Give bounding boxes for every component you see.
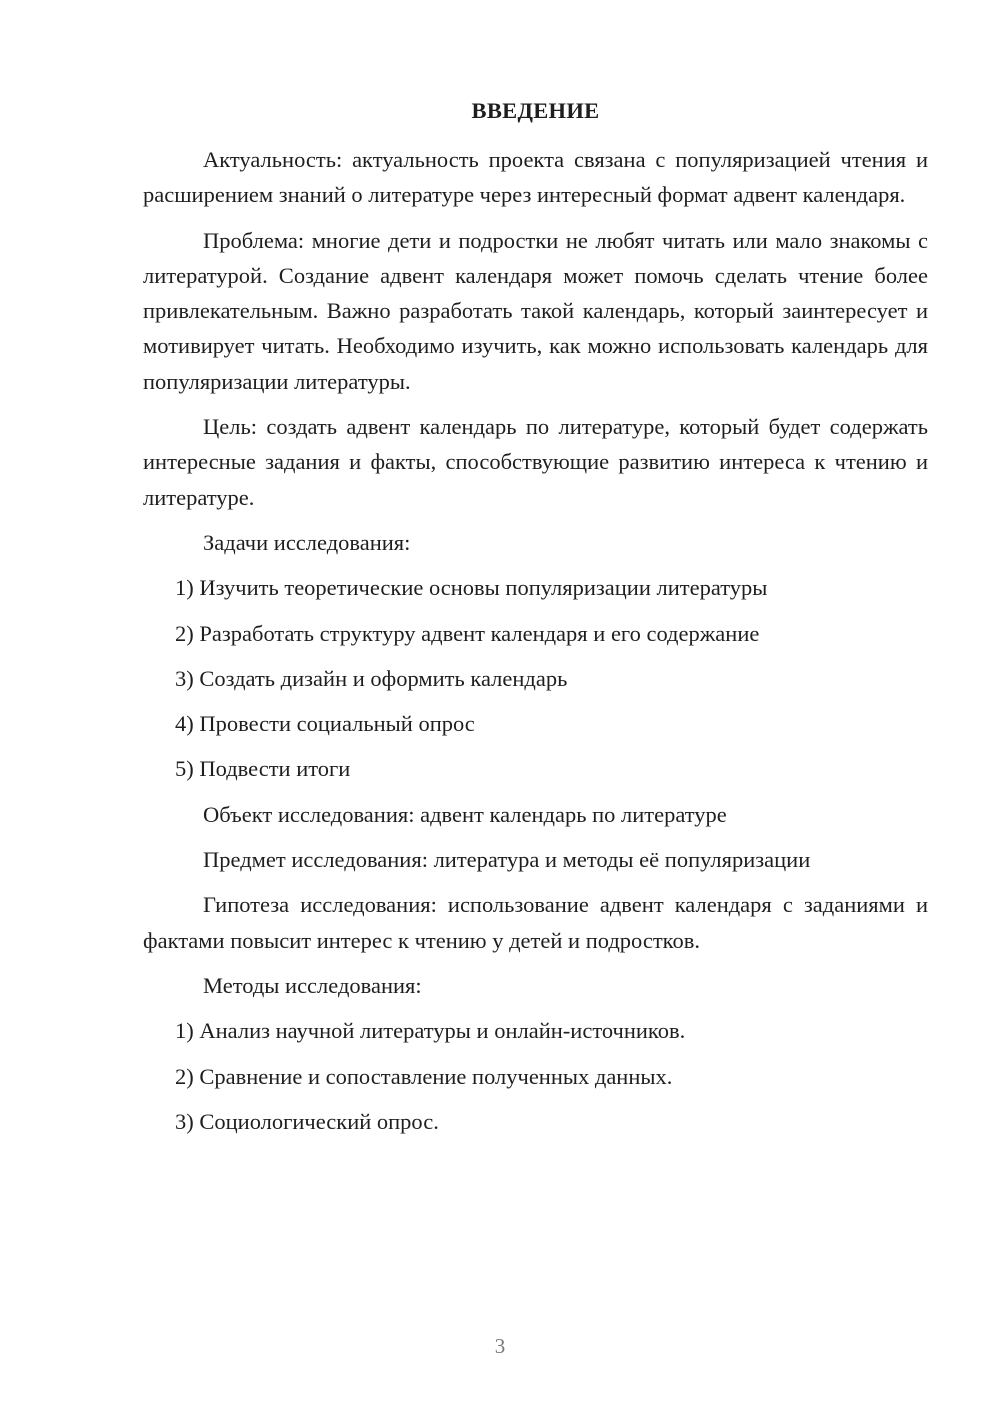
task-item: 2) Разработать структуру адвент календаря и его содержание: [175, 620, 760, 646]
task-item: 4) Провести социальный опрос: [175, 711, 475, 737]
research-object: Объект исследования: адвент календарь по литературе: [203, 801, 727, 827]
task-item: 1) Изучить теоретические основы популяризации литературы: [175, 575, 768, 601]
hypothesis-paragraph: Гипотеза исследования: использование адвент календаря с заданиями и фактами повысит интерес к чтению у детей и подростков.: [143, 892, 928, 953]
methods-heading: Методы исследования:: [203, 972, 422, 998]
tasks-heading: Задачи исследования:: [203, 529, 411, 555]
page-title: ВВЕДЕНИЕ: [471, 98, 600, 123]
problem-paragraph: Проблема: многие дети и подростки не любят читать или мало знакомы с литературой. Создание адвент календаря может помочь сделать чтение более привлекательным. Важно разработать такой календарь, который заинтересует и мотивирует читать. Необходимо изучить, как можно использовать календарь для популяризации литературы.: [143, 227, 928, 394]
method-item: 2) Сравнение и сопоставление полученных данных.: [175, 1063, 673, 1089]
page-number: 3: [494, 1334, 506, 1358]
goal-paragraph: Цель: создать адвент календарь по литературе, который будет содержать интересные задания и факты, способствующие развитию интереса к чтению и литературе.: [143, 414, 928, 510]
page-content: [143, 96, 928, 1149]
method-item: 1) Анализ научной литературы и онлайн-источников.: [175, 1018, 686, 1044]
task-item: 5) Подвести итоги: [175, 756, 351, 782]
method-item: 3) Социологический опрос.: [175, 1108, 439, 1134]
task-item: 3) Создать дизайн и оформить календарь: [175, 665, 568, 691]
research-subject: Предмет исследования: литература и методы её популяризации: [203, 847, 811, 873]
relevance-paragraph: Актуальность: актуальность проекта связана с популяризацией чтения и расширением знаний о литературе через интересный формат адвент календаря.: [143, 147, 928, 208]
